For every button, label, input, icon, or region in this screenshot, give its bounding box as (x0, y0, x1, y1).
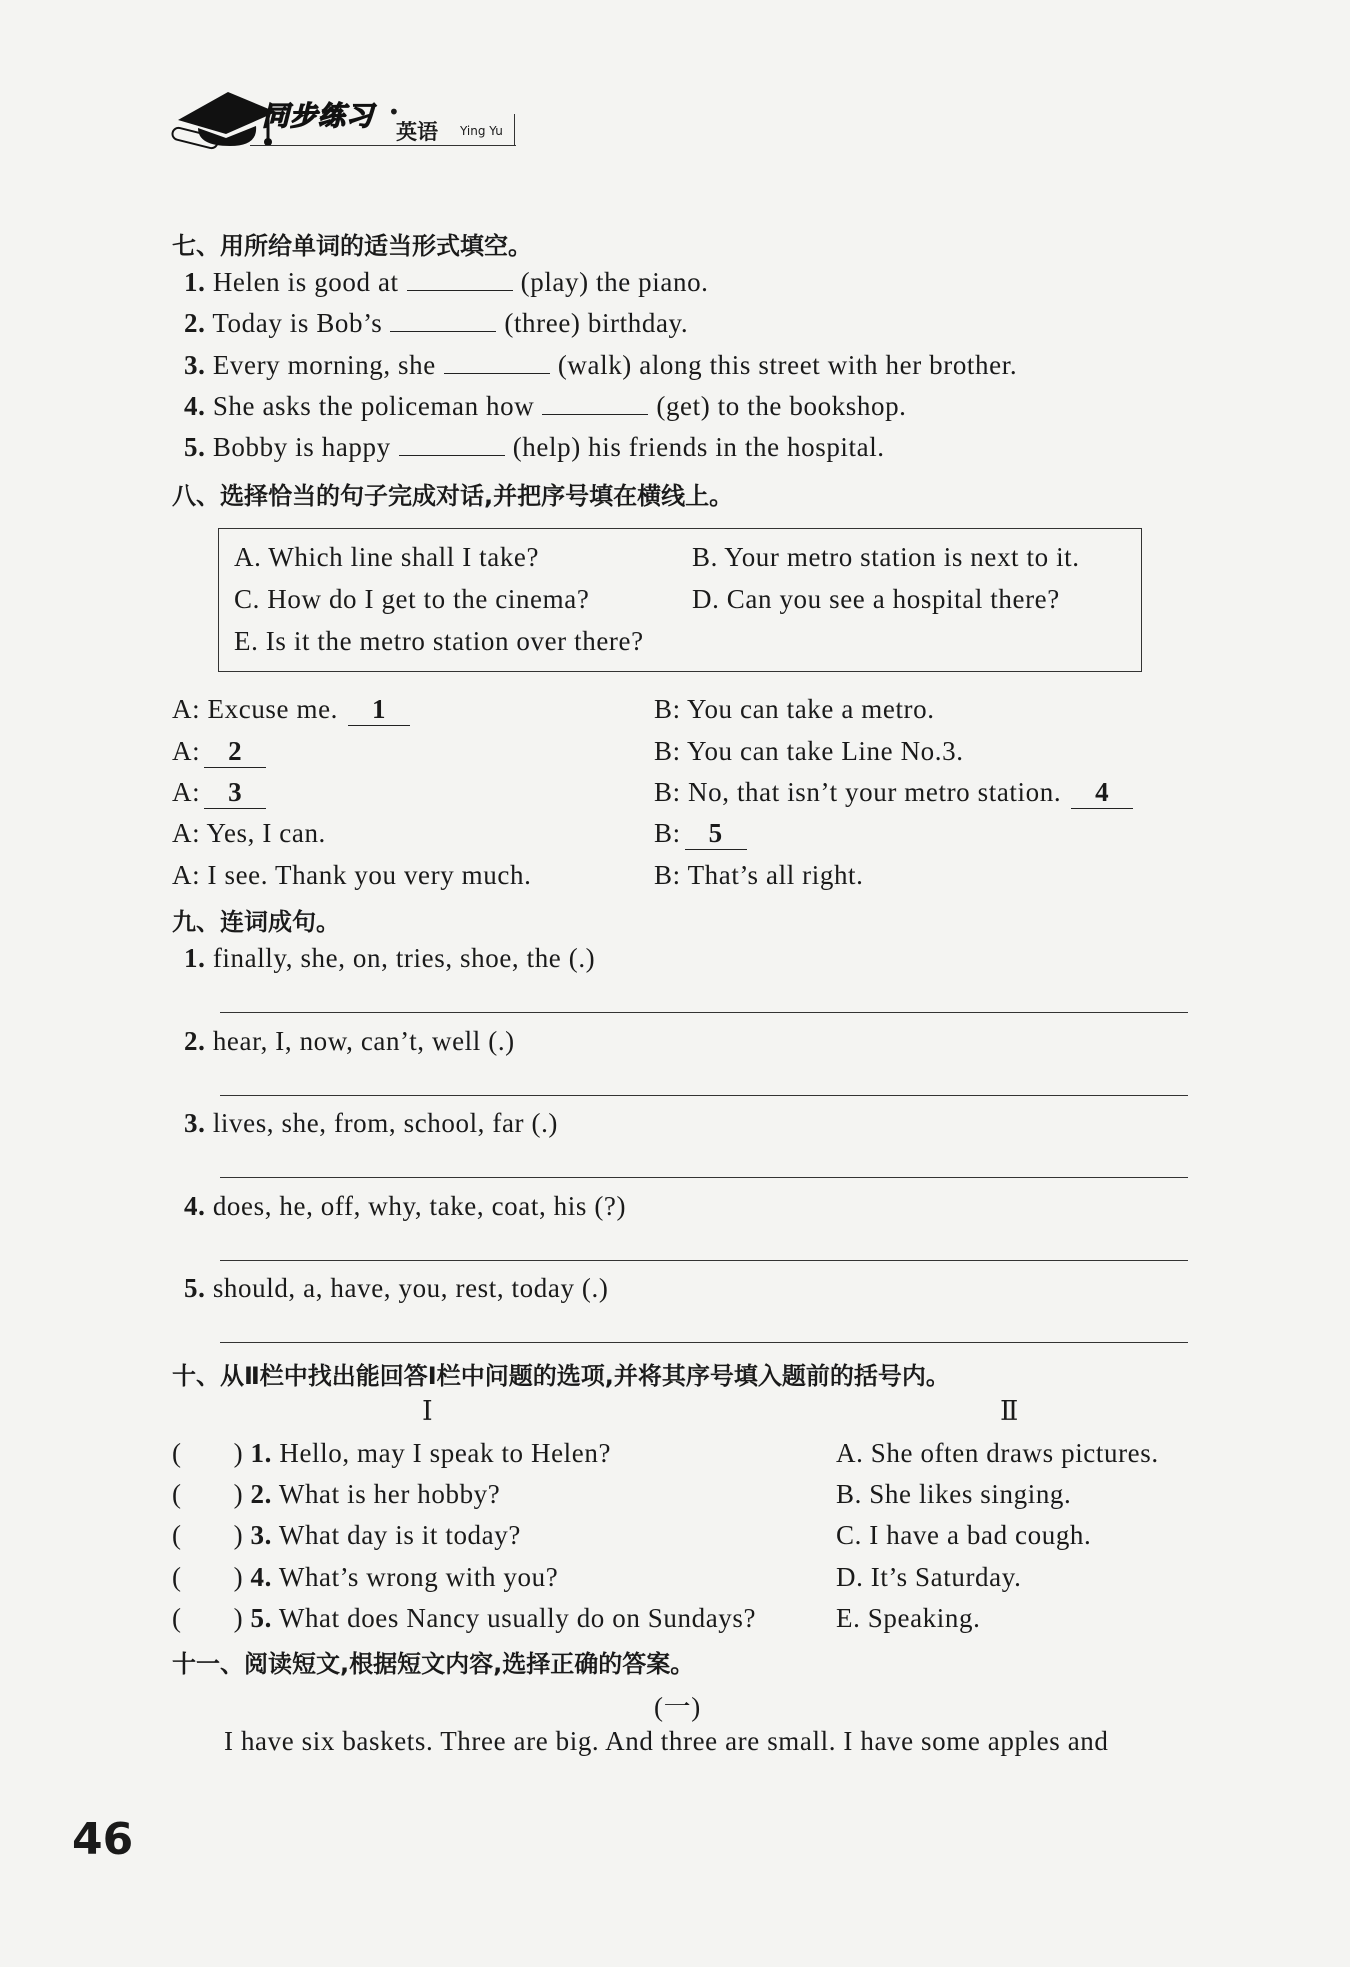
answer-line[interactable] (220, 1260, 1188, 1261)
workbook-page: 同步练习 • 英语 Ying Yu 七、用所给单词的适当形式填空。 1. Helen is good at (play) the piano. 2. Today is Bob’s (three) birthday. 3. Every morning, she (walk) along this street with her brother. 4. She asks the policeman how (get) to the bookshop. 5. Bobby is happy (help) his friends in the hospital. 八、选择恰当的句子完成对话,并把序号填在横线上。 A. Which line shall I take? B. Your metro station is next to it. C. How do I get to the cinema? D. Can you see a hospital there? E. Is it the metro station over there? A: Excuse me. 1 A: 2 A: 3 A: Yes, I can. A: I see. Thank you very much. B: You can take a metro. B: You can take Line No.3. B: No, that isn’t your metro station. 4 B: 5 B: That’s all right. 九、连词成句。 1. finally, she, on, tries, shoe, the (.) 2. hear, I, now, can’t, well (.) 3. lives, she, from, school, far (.) 4. does, he, off, why, take, coat, his (?) 5. should, a, have, you, rest, today (.) 十、从Ⅱ栏中找出能回答Ⅰ栏中问题的选项,并将其序号填入题前的括号内。 Ⅰ Ⅱ ( ) 1. Hello, may I speak to Helen? ( ) 2. What is her hobby? ( ) 3. What day is it today? ( ) 4. What’s wrong with you? ( ) 5. What does Nancy usually do on Sundays? A. She often draws pictures. B. She likes singing. C. I have a bad cough. D. It’s Saturday. E. Speaking. 十一、阅读短文,根据短文内容,选择正确的答案。 (一) I have six baskets. Three are big. And three are small. I have some apples and 46 (0, 0, 1350, 1967)
answer-line[interactable] (220, 1012, 1188, 1013)
scramble-item: 5. should, a, have, you, rest, today (.) (184, 1273, 609, 1303)
header-underline (250, 145, 516, 146)
answer-blank[interactable]: 5 (685, 818, 747, 850)
answer-line[interactable] (220, 1342, 1188, 1343)
series-title: 同步练习 (262, 101, 374, 132)
page-number: 46 (72, 1814, 134, 1865)
section-11-title: 十一、阅读短文,根据短文内容,选择正确的答案。 (172, 1650, 695, 1678)
answer-blank[interactable]: 1 (348, 694, 410, 726)
dialogue-line-b: B: No, that isn’t your metro station. 4 (654, 777, 1133, 809)
matching-question: ( ) 1. Hello, may I speak to Helen? (172, 1438, 612, 1468)
answer-line[interactable] (220, 1095, 1188, 1096)
answer-blank[interactable]: 3 (204, 777, 266, 809)
fill-item: 2. Today is Bob’s (three) birthday. (184, 308, 689, 338)
dialogue-line-b: B: 5 (654, 818, 747, 850)
passage-number: (一) (654, 1692, 701, 1722)
dialogue-line-b: B: You can take Line No.3. (654, 736, 964, 766)
answer-bracket[interactable]: ( ) (172, 1520, 244, 1550)
answer-blank[interactable]: 4 (1071, 777, 1133, 809)
scramble-item: 3. lives, she, from, school, far (.) (184, 1108, 559, 1138)
column-1-header: Ⅰ (422, 1396, 434, 1426)
answer-blank[interactable] (542, 396, 648, 415)
section-8-title: 八、选择恰当的句子完成对话,并把序号填在横线上。 (172, 482, 734, 510)
subject-pinyin: Ying Yu (460, 124, 503, 138)
matching-answer: D. It’s Saturday. (836, 1562, 1022, 1592)
matching-question: ( ) 5. What does Nancy usually do on Sundays? (172, 1603, 757, 1633)
dialogue-line-a: A: I see. Thank you very much. (172, 860, 532, 890)
dialogue-line-a: A: 3 (172, 777, 266, 809)
column-2-header: Ⅱ (1000, 1396, 1019, 1426)
option-b: B. Your metro station is next to it. (692, 542, 1080, 572)
fill-item: 4. She asks the policeman how (get) to the bookshop. (184, 391, 907, 421)
answer-bracket[interactable]: ( ) (172, 1603, 244, 1633)
matching-answer: E. Speaking. (836, 1603, 981, 1633)
dialogue-line-a: A: 2 (172, 736, 266, 768)
matching-answer: C. I have a bad cough. (836, 1520, 1092, 1550)
matching-question: ( ) 3. What day is it today? (172, 1520, 521, 1550)
matching-question: ( ) 4. What’s wrong with you? (172, 1562, 559, 1592)
dialogue-line-b: B: That’s all right. (654, 860, 864, 890)
section-9-title: 九、连词成句。 (172, 908, 340, 936)
answer-blank[interactable]: 2 (204, 736, 266, 768)
subject-label: 英语 (396, 120, 438, 144)
answer-blank[interactable] (390, 313, 496, 332)
answer-line[interactable] (220, 1177, 1188, 1178)
section-10-title: 十、从Ⅱ栏中找出能回答Ⅰ栏中问题的选项,并将其序号填入题前的括号内。 (172, 1362, 950, 1390)
matching-question: ( ) 2. What is her hobby? (172, 1479, 501, 1509)
passage-text: I have six baskets. Three are big. And three are small. I have some apples and (224, 1726, 1109, 1756)
answer-blank[interactable] (444, 355, 550, 374)
fill-item: 3. Every morning, she (walk) along this street with her brother. (184, 350, 1018, 380)
option-e: E. Is it the metro station over there? (234, 626, 644, 656)
scramble-item: 1. finally, she, on, tries, shoe, the (.) (184, 943, 596, 973)
scramble-item: 4. does, he, off, why, take, coat, his (?) (184, 1191, 627, 1221)
dialogue-line-a: A: Yes, I can. (172, 818, 326, 848)
dialogue-line-a: A: Excuse me. 1 (172, 694, 410, 726)
answer-blank[interactable] (399, 437, 505, 456)
option-a: A. Which line shall I take? (234, 542, 540, 572)
dialogue-line-b: B: You can take a metro. (654, 694, 935, 724)
answer-bracket[interactable]: ( ) (172, 1562, 244, 1592)
matching-answer: A. She often draws pictures. (836, 1438, 1159, 1468)
answer-bracket[interactable]: ( ) (172, 1479, 244, 1509)
fill-item: 5. Bobby is happy (help) his friends in the hospital. (184, 432, 885, 462)
fill-item: 1. Helen is good at (play) the piano. (184, 267, 709, 297)
section-7-title: 七、用所给单词的适当形式填空。 (172, 232, 532, 260)
option-d: D. Can you see a hospital there? (692, 584, 1060, 614)
option-c: C. How do I get to the cinema? (234, 584, 590, 614)
matching-answer: B. She likes singing. (836, 1479, 1072, 1509)
answer-bracket[interactable]: ( ) (172, 1438, 244, 1468)
answer-blank[interactable] (407, 272, 513, 291)
scramble-item: 2. hear, I, now, can’t, well (.) (184, 1026, 515, 1056)
